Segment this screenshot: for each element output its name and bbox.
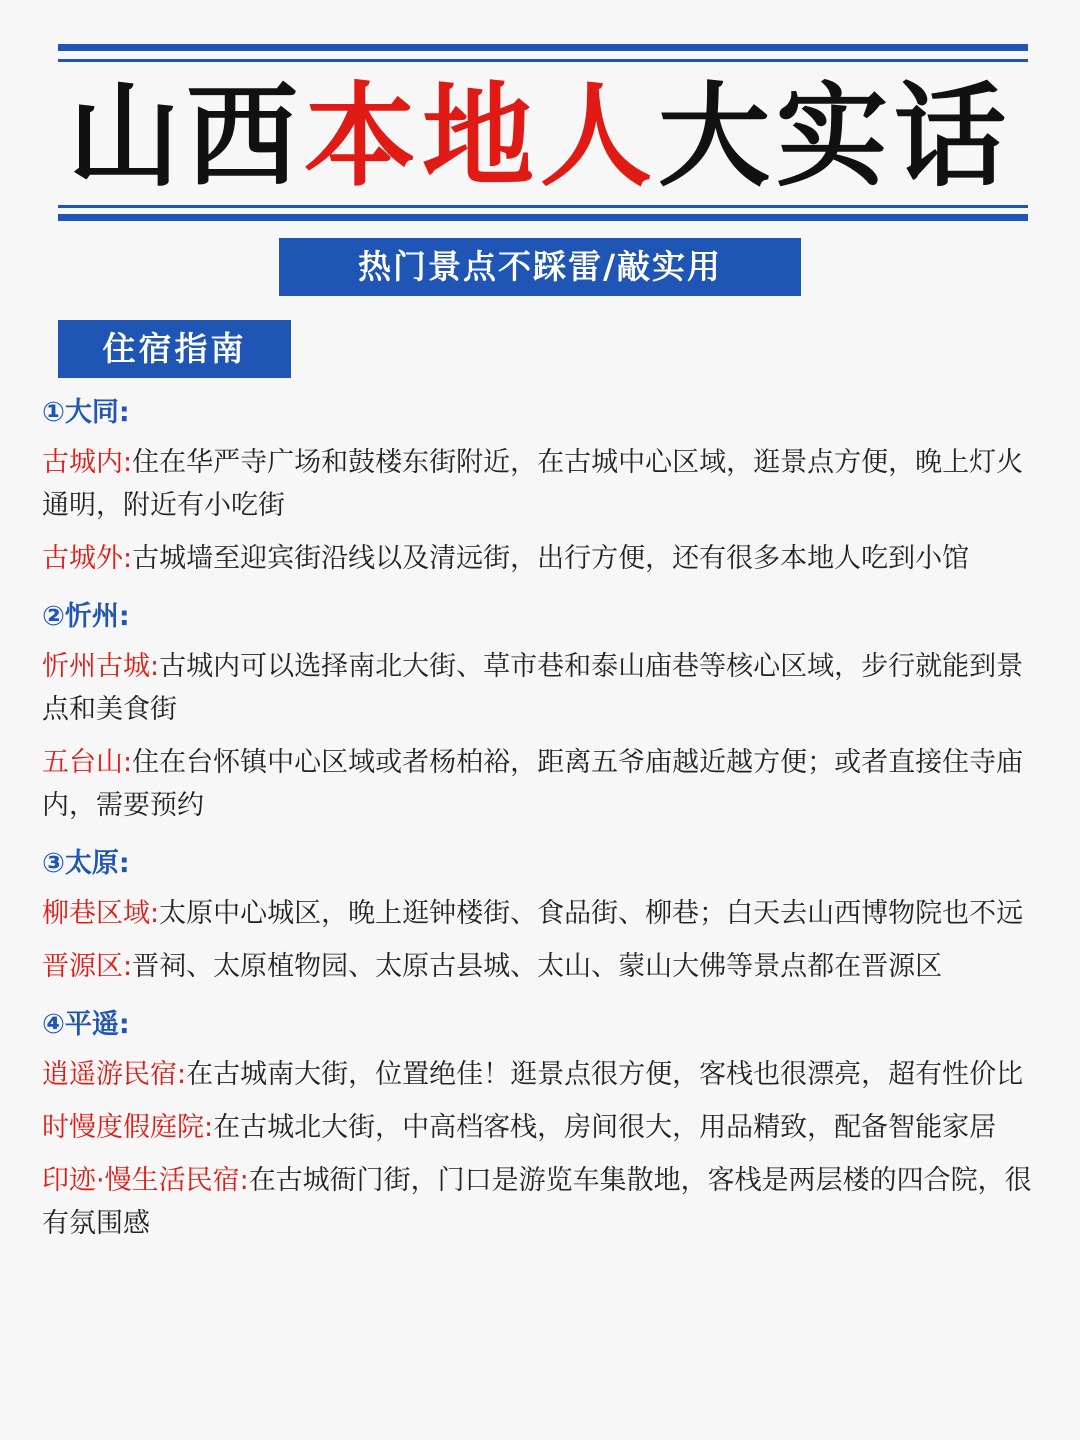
list-item — [42, 945, 1032, 988]
entry-label: 晋源区: — [42, 951, 133, 982]
city-heading-xinzhou: ②忻州: — [42, 601, 130, 632]
entry-label: 时慢度假庭院: — [42, 1112, 214, 1143]
entry-text: 古城墙至迎宾街沿线以及清远街，出行方便，还有很多本地人吃到小馆 — [132, 543, 970, 574]
entry-text: 在古城南大街，位置绝佳！逛景点很方便，客栈也很漂亮，超有性价比 — [186, 1059, 1024, 1090]
list-item — [42, 1053, 1032, 1096]
entry-label: 柳巷区域: — [42, 898, 160, 929]
top-rule-thin — [58, 59, 1028, 62]
title-part-2: 大实话 — [658, 72, 1012, 202]
entry-text: 太原中心城区，晚上逛钟楼街、食品街、柳巷；白天去山西博物院也不远 — [159, 898, 1024, 929]
list-item — [42, 1106, 1032, 1149]
entry-text: 在古城衙门街，门口是游览车集散地，客栈是两层楼的四合院，很有氛围感 — [42, 1165, 1032, 1239]
city-heading-pingyao: ④平遥: — [42, 1009, 130, 1040]
entry-label: 古城内: — [42, 447, 133, 478]
list-item — [42, 537, 1032, 580]
city-heading-taiyuan: ③太原: — [42, 848, 130, 879]
list-item — [42, 441, 1032, 527]
entry-text: 晋祠、太原植物园、太原古县城、太山、蒙山大佛等景点都在晋源区 — [132, 951, 943, 982]
entry-text: 住在台怀镇中心区域或者杨柏裕，距离五爷庙越近越方便；或者直接住寺庙内，需要预约 — [42, 747, 1024, 821]
entry-label: 忻州古城: — [42, 651, 160, 682]
entry-text: 住在华严寺广场和鼓楼东街附近，在古城中心区域，逛景点方便，晚上灯火通明，附近有小吃街 — [42, 447, 1024, 521]
entry-label: 逍遥游民宿: — [42, 1059, 187, 1090]
title-part-1: 山西 — [68, 72, 304, 202]
page-title — [0, 72, 1080, 202]
subtitle-banner: 热门景点不踩雷/敲实用 — [279, 238, 801, 296]
section-heading: 住宿指南 — [58, 320, 291, 378]
entry-label: 古城外: — [42, 543, 133, 574]
list-item — [42, 892, 1032, 935]
entry-text: 古城内可以选择南北大街、草市巷和泰山庙巷等核心区域，步行就能到景点和美食街 — [42, 651, 1024, 725]
entry-text: 在古城北大街，中高档客栈，房间很大，用品精致，配备智能家居 — [213, 1112, 997, 1143]
entry-label: 五台山: — [42, 747, 133, 778]
top-rule-thick — [58, 44, 1028, 51]
entry-label: 印迹·慢生活民宿: — [42, 1165, 249, 1196]
list-item — [42, 1159, 1032, 1245]
list-item — [42, 645, 1032, 731]
title-part-highlight: 本地人 — [304, 72, 658, 202]
bottom-rule-thick — [58, 214, 1028, 221]
bottom-rule-thin — [58, 205, 1028, 208]
list-item — [42, 741, 1032, 827]
lodging-guide-list — [42, 386, 1032, 1255]
city-heading-datong: ①大同: — [42, 397, 130, 428]
